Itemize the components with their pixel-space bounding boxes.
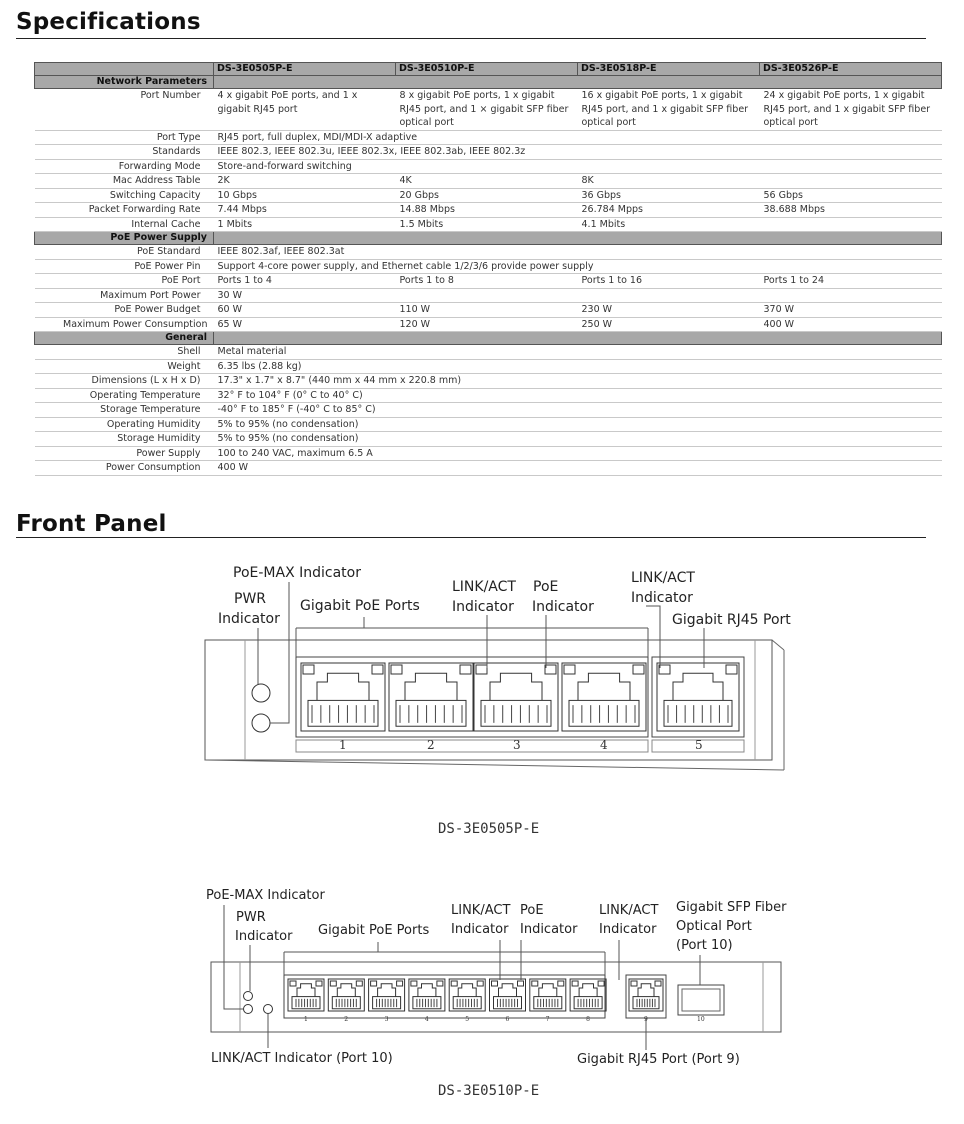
rj45-port — [449, 979, 485, 1011]
cell: 20 Gbps — [396, 188, 578, 203]
rj45-port — [474, 663, 558, 731]
port-number: 1 — [339, 738, 347, 752]
gigabit-rj45-port-label: Gigabit RJ45 Port — [672, 612, 791, 628]
poe-port-bank — [296, 657, 648, 737]
model-caption-1: DS-3E0505P-E — [438, 821, 540, 837]
poe-indicator-label-line1: PoE — [533, 579, 559, 595]
cell: 1 Mbits — [214, 217, 396, 232]
rj45-port — [570, 979, 606, 1011]
cell: 400 W — [214, 461, 942, 476]
cell: 120 W — [396, 317, 578, 332]
row-label: Shell — [35, 345, 214, 360]
link-act2-label-line1: LINK/ACT — [631, 570, 695, 586]
pwr-label-2-line1: PWR — [236, 910, 266, 925]
cell: 400 W — [760, 317, 942, 332]
cell: Ports 1 to 24 — [760, 274, 942, 289]
row-label: Forwarding Mode — [35, 159, 214, 174]
cell: IEEE 802.3af, IEEE 802.3at — [214, 245, 942, 260]
row-label: Storage Humidity — [35, 432, 214, 447]
link-act-label-2-line1: LINK/ACT — [451, 903, 511, 918]
link-act2-label-2-line1: LINK/ACT — [599, 903, 659, 918]
row-label: Operating Humidity — [35, 417, 214, 432]
row-label: PoE Power Budget — [35, 303, 214, 318]
row-label: Power Consumption — [35, 461, 214, 476]
cell: 5% to 95% (no condensation) — [214, 432, 942, 447]
port-led — [598, 981, 604, 986]
model-header: DS-3E0526P-E — [760, 63, 942, 76]
port-led — [572, 981, 578, 986]
rj45-port — [657, 663, 739, 731]
cell: -40° F to 185° F (-40° C to 85° C) — [214, 403, 942, 418]
group-poe-label: PoE Power Supply — [35, 232, 214, 245]
link-act-label-line1: LINK/ACT — [452, 579, 516, 595]
port-led — [460, 665, 471, 674]
port-led — [411, 981, 417, 986]
rj45-port — [409, 979, 445, 1011]
port-led — [451, 981, 457, 986]
port-led — [633, 665, 644, 674]
port-number: 4 — [424, 1016, 429, 1023]
port-led — [545, 665, 556, 674]
poe-max-led — [252, 714, 270, 732]
rj45-port — [328, 979, 364, 1011]
poe-max-indicator-label: PoE-MAX Indicator — [233, 565, 361, 581]
cell: 4K — [396, 174, 578, 189]
chassis-shadow — [205, 760, 784, 770]
rj45-port — [369, 979, 405, 1011]
pwr-label-2-line2: Indicator — [235, 929, 293, 944]
port-led — [371, 981, 377, 986]
port-led — [558, 981, 564, 986]
cell: 17.3" x 1.7" x 8.7" (440 mm x 44 mm x 220.8 mm) — [214, 374, 942, 389]
cell: 8 x gigabit PoE ports, 1 x gigabit RJ45 port, and 1 × gigabit SFP fiber optical port — [396, 89, 578, 131]
port-led — [330, 981, 336, 986]
rj45-port — [288, 979, 324, 1011]
cell: 2K — [214, 174, 396, 189]
port-number: 6 — [505, 1016, 510, 1023]
d2-ports — [288, 979, 663, 1011]
pwr-led — [252, 684, 270, 702]
port-led — [477, 981, 483, 986]
cell: Metal material — [214, 345, 942, 360]
port-led — [356, 981, 362, 986]
port-led — [316, 981, 322, 986]
cell: 60 W — [214, 303, 396, 318]
port-led — [726, 665, 737, 674]
cell: 56 Gbps — [760, 188, 942, 203]
port-number: 1 — [304, 1016, 308, 1023]
model-caption-2: DS-3E0510P-E — [438, 1083, 540, 1099]
cell: 30 W — [214, 288, 942, 303]
port-number-bar — [296, 740, 648, 752]
poe-max-led — [244, 1005, 253, 1014]
link-act-label-line2: Indicator — [452, 599, 514, 615]
cell: 1.5 Mbits — [396, 217, 578, 232]
cell: 10 Gbps — [214, 188, 396, 203]
d1-ports — [301, 663, 739, 731]
port-led — [532, 981, 538, 986]
row-label: Port Number — [35, 89, 214, 131]
link-act-label-2-line2: Indicator — [451, 922, 509, 937]
port-number: 4 — [600, 738, 608, 752]
cell: 4 x gigabit PoE ports, and 1 x gigabit RJ45 port — [214, 89, 396, 131]
port-led — [518, 981, 524, 986]
front-panel-title: Front Panel — [16, 511, 167, 537]
row-label: Internal Cache — [35, 217, 214, 232]
cell: IEEE 802.3, IEEE 802.3u, IEEE 802.3x, IEEE 802.3ab, IEEE 802.3z — [214, 145, 942, 160]
gigabit-poe-ports-label-2: Gigabit PoE Ports — [318, 923, 430, 938]
cell: 100 to 240 VAC, maximum 6.5 A — [214, 446, 942, 461]
rj45-port9-label: Gigabit RJ45 Port (Port 9) — [577, 1052, 740, 1067]
cell: 24 x gigabit PoE ports, 1 x gigabit RJ45 port, and 1 x gigabit SFP fiber optical port — [760, 89, 942, 131]
cell: 4.1 Mbits — [578, 217, 942, 232]
rj45-port — [490, 979, 526, 1011]
cell: Ports 1 to 4 — [214, 274, 396, 289]
cell: 250 W — [578, 317, 760, 332]
cell: 8K — [578, 174, 942, 189]
row-label: Mac Address Table — [35, 174, 214, 189]
cell: 6.35 lbs (2.88 kg) — [214, 359, 942, 374]
cell: 5% to 95% (no condensation) — [214, 417, 942, 432]
sfp-label-line1: Gigabit SFP Fiber — [676, 900, 787, 915]
row-label: Packet Forwarding Rate — [35, 203, 214, 218]
cell: 7.44 Mbps — [214, 203, 396, 218]
port-led — [655, 981, 661, 986]
model-header: DS-3E0505P-E — [214, 63, 396, 76]
rj45-port — [562, 663, 646, 731]
poe-indicator-label-line2: Indicator — [532, 599, 594, 615]
rj45-port-bank — [652, 657, 744, 737]
port-number: 5 — [695, 738, 703, 752]
port-led — [631, 981, 637, 986]
cell: RJ45 port, full duplex, MDI/MDI-X adaptive — [214, 130, 942, 145]
link-act2-label-line2: Indicator — [631, 590, 693, 606]
cell: Store-and-forward switching — [214, 159, 942, 174]
cell: Support 4-core power supply, and Ethernet cable 1/2/3/6 provide power supply — [214, 259, 942, 274]
rj45-port — [530, 979, 566, 1011]
cell: 36 Gbps — [578, 188, 760, 203]
port-number: 7 — [545, 1016, 550, 1023]
group-network-label: Network Parameters — [35, 76, 214, 89]
sfp-label-line2: Optical Port — [676, 919, 752, 934]
row-label: PoE Standard — [35, 245, 214, 260]
port-number: 9 — [644, 1016, 648, 1023]
sfp-link-led — [264, 1005, 273, 1014]
cell: Ports 1 to 16 — [578, 274, 760, 289]
pwr-label-line2: Indicator — [218, 611, 280, 627]
row-label: Weight — [35, 359, 214, 374]
cell: 14.88 Mbps — [396, 203, 578, 218]
port-led — [391, 665, 402, 674]
row-label: Port Type — [35, 130, 214, 145]
port-number: 2 — [427, 738, 435, 752]
cell: 110 W — [396, 303, 578, 318]
rj45-port — [389, 663, 473, 731]
row-label: PoE Port — [35, 274, 214, 289]
pwr-label-line1: PWR — [234, 591, 267, 607]
row-label: Maximum Port Power — [35, 288, 214, 303]
link-act-port10-label: LINK/ACT Indicator (Port 10) — [211, 1051, 393, 1066]
link-act2-label-2-line2: Indicator — [599, 922, 657, 937]
cell: Ports 1 to 8 — [396, 274, 578, 289]
cell: 230 W — [578, 303, 760, 318]
model-header: DS-3E0510P-E — [396, 63, 578, 76]
cell: 38.688 Mbps — [760, 203, 942, 218]
row-label: Switching Capacity — [35, 188, 214, 203]
poe-indicator-label-2-line1: PoE — [520, 903, 544, 918]
port-led — [492, 981, 498, 986]
port-led — [659, 665, 670, 674]
cell: 65 W — [214, 317, 396, 332]
port-number: 3 — [384, 1016, 389, 1023]
cell: 32° F to 104° F (0° C to 40° C) — [214, 388, 942, 403]
port-led — [372, 665, 383, 674]
row-label: Dimensions (L x H x D) — [35, 374, 214, 389]
rj45-port — [301, 663, 385, 731]
port-number: 10 — [697, 1016, 705, 1023]
model-header: DS-3E0518P-E — [578, 63, 760, 76]
rj45-port — [629, 979, 663, 1011]
cell: 26.784 Mpps — [578, 203, 760, 218]
row-label: Maximum Power Consumption — [35, 317, 214, 332]
row-label: PoE Power Pin — [35, 259, 214, 274]
gigabit-poe-ports-label: Gigabit PoE Ports — [300, 598, 420, 614]
poe-max-indicator-label-2: PoE-MAX Indicator — [206, 888, 325, 903]
cell: 16 x gigabit PoE ports, 1 x gigabit RJ45 port, and 1 x gigabit SFP fiber optical port — [578, 89, 760, 131]
row-label: Standards — [35, 145, 214, 160]
row-label: Storage Temperature — [35, 403, 214, 418]
port-led — [303, 665, 314, 674]
port-number: 2 — [344, 1016, 349, 1023]
cell: 370 W — [760, 303, 942, 318]
port-led — [290, 981, 296, 986]
row-label: Power Supply — [35, 446, 214, 461]
port-led — [397, 981, 403, 986]
port-led — [476, 665, 487, 674]
sfp-label-line3: (Port 10) — [676, 938, 733, 953]
specifications-title: Specifications — [16, 9, 201, 35]
group-general-label: General — [35, 332, 214, 345]
port-led — [437, 981, 443, 986]
pwr-led — [244, 992, 253, 1001]
row-label: Operating Temperature — [35, 388, 214, 403]
leader-poe-max — [270, 582, 289, 723]
port-led — [564, 665, 575, 674]
poe-indicator-label-2-line2: Indicator — [520, 922, 578, 937]
port-number: 8 — [586, 1016, 590, 1023]
port-number: 5 — [465, 1016, 470, 1023]
port-number: 3 — [513, 738, 521, 752]
